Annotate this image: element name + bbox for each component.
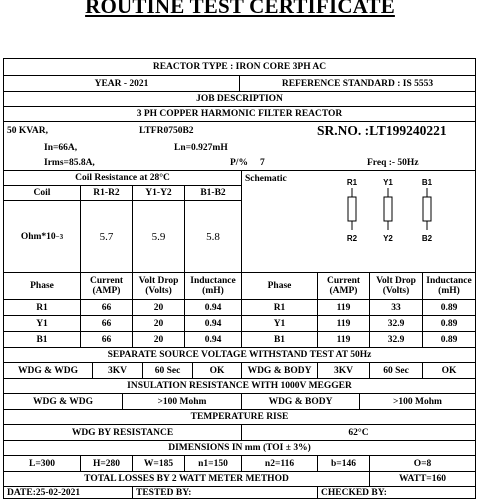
job-description-label-row	[4, 92, 475, 107]
temperature-method: WDG BY RESISTANCE	[71, 427, 174, 438]
withstand-v2: 3KV	[317, 363, 369, 378]
coil-b	[422, 178, 433, 243]
volt-header-left	[132, 273, 184, 299]
insulation-v1: >100 Mohm	[122, 394, 241, 409]
volt-cell: 20	[132, 300, 184, 315]
dimensions-title: DIMENSIONS IN mm (TOI ± 3%)	[168, 443, 311, 453]
reactor-type: REACTOR TYPE : IRON CORE 3PH AC	[152, 62, 327, 72]
current-header-right-line-1: (AMP)	[329, 286, 358, 296]
coil-y	[383, 178, 393, 243]
schematic-top-label: Y1	[383, 178, 393, 187]
losses-row	[4, 472, 475, 487]
inductance-header-left	[184, 273, 241, 299]
year-row	[4, 76, 475, 92]
temperature-title-row	[4, 410, 475, 425]
phase-cell: R1	[36, 302, 48, 313]
certificate-table	[3, 58, 476, 499]
current-header-left-line-0: Current	[89, 276, 124, 286]
current-cell: 66	[80, 300, 132, 315]
withstand-wdg-body: WDG & BODY	[241, 363, 317, 378]
p-percent-label: P/%	[230, 157, 248, 168]
rating-row	[4, 122, 475, 140]
insulation-row	[4, 394, 475, 410]
current-header-left-line-1: (AMP)	[92, 286, 121, 296]
rating: 50 KVAR,	[7, 126, 48, 136]
reference-standard: REFERENCE STANDARD : IS 5553	[239, 76, 475, 91]
current-cell: 119	[317, 316, 369, 331]
temperature-value: 62°C	[241, 425, 475, 440]
withstand-title-row	[4, 348, 475, 363]
phase-headers-row	[4, 273, 475, 300]
schematic-label: Schematic	[241, 171, 475, 186]
inductance-cell: 0.94	[184, 316, 241, 331]
irms-row	[4, 155, 475, 171]
inductance-cell: 0.89	[422, 332, 475, 347]
schematic-bottom-label: B2	[421, 234, 433, 243]
table-row	[4, 300, 475, 316]
volt-cell: 32.9	[369, 332, 422, 347]
tested-by: TESTED BY:	[132, 487, 317, 499]
coil-header: Coil	[4, 186, 80, 201]
ln-value: Ln=0.927mH	[174, 142, 228, 153]
volt-header-right	[369, 273, 422, 299]
current-header-left	[80, 273, 132, 299]
signature-row	[4, 487, 475, 499]
resistance-r: 5.7	[80, 201, 132, 272]
inductance-cell: 0.94	[184, 332, 241, 347]
schematic-bottom-label: Y2	[383, 234, 393, 243]
in-ln-row	[4, 140, 475, 155]
irms-value: Irms=85.8A,	[44, 157, 95, 168]
checked-by: CHECKED BY:	[317, 487, 475, 499]
withstand-t2: 60 Sec	[369, 363, 422, 378]
withstand-title: SEPARATE SOURCE VOLTAGE WITHSTAND TEST AT 50Hz	[107, 350, 372, 360]
table-row	[4, 332, 475, 348]
inductance-header-right-line-0: Inductance	[426, 276, 472, 286]
current-cell: 66	[80, 332, 132, 347]
coil-r	[347, 178, 358, 243]
schematic-top-label: B1	[421, 178, 433, 187]
inductance-cell: 0.94	[184, 300, 241, 315]
schematic-bottom-label: R2	[346, 234, 358, 243]
phase-cell: B1	[241, 332, 317, 347]
volt-header-right-line-1: (Volts)	[382, 286, 410, 296]
ohm-exponent: −3	[55, 232, 64, 241]
insulation-wdg-body: WDG & BODY	[241, 394, 359, 409]
coil-resistor	[423, 197, 431, 221]
insulation-title-row	[4, 379, 475, 394]
model: LTFR0750B2	[139, 126, 194, 136]
phase-cell: R1	[241, 300, 317, 315]
volt-header-left-line-1: (Volts)	[145, 286, 172, 296]
schematic-top-label: R1	[346, 178, 358, 187]
phase-header-left: Phase	[30, 281, 54, 291]
dimension-l: L=300	[29, 458, 55, 469]
dimension-b: b=146	[317, 456, 369, 471]
inductance-header-left-line-0: Inductance	[190, 276, 236, 286]
date: DATE:25-02-2021	[7, 488, 81, 498]
serial-number: SR.NO. :LT199240221	[317, 123, 447, 138]
volt-cell: 33	[369, 300, 422, 315]
r-header: R1-R2	[80, 186, 132, 201]
resistance-y: 5.9	[132, 201, 184, 272]
inductance-cell: 0.89	[422, 300, 475, 315]
job-description-row	[4, 107, 475, 122]
coil-resistor	[384, 197, 392, 221]
withstand-wdg-wdg: WDG & WDG	[18, 365, 78, 376]
withstand-r1: OK	[192, 363, 241, 378]
coil-resistance-label: Coil Resistance at 28°C	[4, 171, 241, 186]
volt-cell: 20	[132, 316, 184, 331]
insulation-title: INSULATION RESISTANCE WITH 1000V MEGGER	[127, 381, 352, 391]
withstand-t1: 60 Sec	[142, 363, 192, 378]
coil-resistor	[348, 197, 356, 221]
ohm-label	[4, 201, 80, 272]
volt-header-left-line-0: Volt Drop	[138, 276, 179, 286]
insulation-v2: >100 Mohm	[359, 394, 475, 409]
dimensions-title-row	[4, 441, 475, 456]
job-description-label: JOB DESCRIPTION	[196, 94, 283, 104]
volt-header-right-line-0: Volt Drop	[376, 276, 416, 286]
p-percent-value: 7	[260, 157, 265, 168]
dimension-w: W=185	[132, 456, 184, 471]
inductance-cell: 0.89	[422, 316, 475, 331]
dimension-n2: n2=116	[241, 456, 317, 471]
certificate-title: ROUTINE TEST CERTIFICATE	[85, 0, 395, 18]
y-header: Y1-Y2	[132, 186, 184, 201]
current-cell: 119	[317, 332, 369, 347]
phase-cell: B1	[36, 334, 48, 345]
frequency: Freq :- 50Hz	[367, 157, 419, 168]
inductance-header-left-line-1: (mH)	[202, 286, 224, 296]
temperature-title: TEMPERATURE RISE	[190, 412, 289, 422]
year: YEAR - 2021	[94, 78, 149, 89]
resistance-b: 5.8	[184, 201, 241, 272]
b-header: B1-B2	[184, 186, 241, 201]
losses-value: WATT=160	[369, 472, 475, 486]
volt-cell: 20	[132, 332, 184, 347]
inductance-header-right-line-1: (mH)	[438, 286, 460, 296]
withstand-row	[4, 363, 475, 379]
withstand-v1: 3KV	[92, 363, 142, 378]
inductance-header-right	[422, 273, 475, 299]
table-row	[4, 316, 475, 332]
schematic-drawing	[242, 173, 476, 273]
current-header-right	[317, 273, 369, 299]
phase-header-right: Phase	[241, 273, 317, 299]
losses-label: TOTAL LOSSES BY 2 WATT METER METHOD	[84, 474, 289, 484]
dimension-h: H=280	[80, 456, 132, 471]
withstand-r2: OK	[422, 363, 475, 378]
current-cell: 66	[80, 316, 132, 331]
volt-cell: 32.9	[369, 316, 422, 331]
dimensions-row	[4, 456, 475, 472]
ohm-text: Ohm*10	[20, 231, 56, 242]
reactor-type-row	[4, 59, 475, 76]
insulation-wdg-wdg: WDG & WDG	[33, 396, 93, 407]
temperature-row	[4, 425, 475, 441]
job-description: 3 PH COPPER HARMONIC FILTER REACTOR	[136, 109, 343, 119]
in-value: In=66A,	[44, 142, 78, 153]
dimension-o: O=8	[369, 456, 475, 471]
phase-cell: Y1	[241, 316, 317, 331]
current-cell: 119	[317, 300, 369, 315]
phase-cell: Y1	[36, 318, 48, 329]
dimension-n1: n1=150	[184, 456, 241, 471]
current-header-right-line-0: Current	[326, 276, 361, 286]
